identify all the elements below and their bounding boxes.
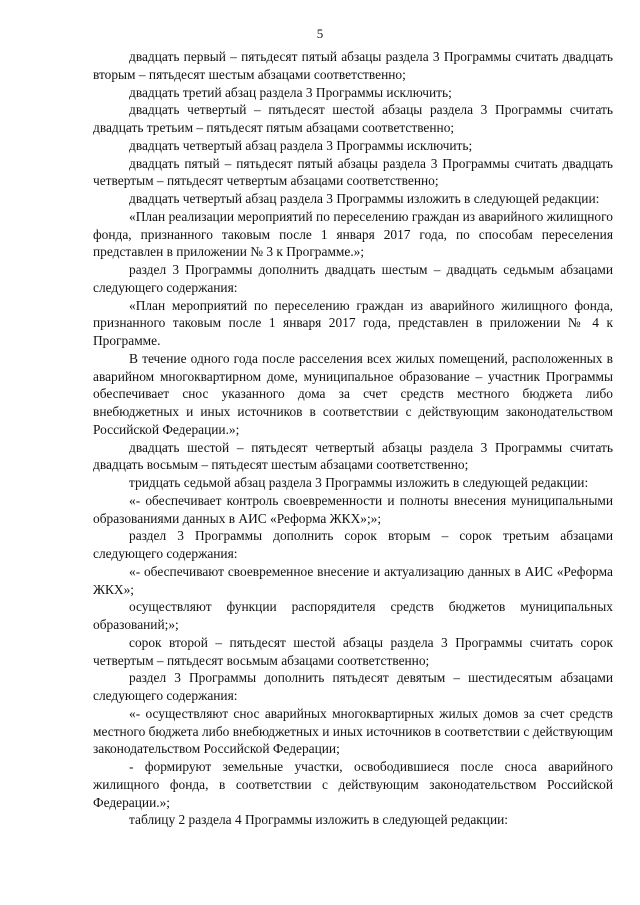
paragraph: раздел 3 Программы дополнить двадцать шестым – двадцать седьмым абзацами следующего содержания: [93,262,613,295]
document-body [93,48,613,829]
paragraph: сорок второй – пятьдесят шестой абзацы раздела 3 Программы считать сорок четвертым – пятьдесят восьмым абзацами соответственно; [93,634,613,668]
paragraph: тридцать седьмой абзац раздела 3 Программы изложить в следующей редакции: [129,475,589,490]
paragraph: осуществляют функции распорядителя средств бюджетов муниципальных образований;»; [93,599,613,632]
paragraph: раздел 3 Программы дополнить сорок вторым – сорок третьим абзацами следующего содержания: [93,528,613,561]
paragraph: «План мероприятий по переселению граждан из аварийного жилищного фонда, признанного таковым после 1 января 2017 года, представлен в приложении № 4 к Программе. [93,297,613,348]
paragraph: двадцать пятый – пятьдесят пятый абзацы раздела 3 Программы считать двадцать четвертым – пятьдесят четвертым абзацами соответственно; [93,155,613,189]
paragraph: - формируют земельные участки, освободившиеся после сноса аварийного жилищного фонда, в соответствии с действующим законодательством Российской Федерации.»; [93,759,613,810]
paragraph: двадцать четвертый абзац раздела 3 Программы изложить в следующей редакции: [129,191,600,206]
paragraph: таблицу 2 раздела 4 Программы изложить в следующей редакции: [129,812,508,828]
paragraph: В течение одного года после расселения всех жилых помещений, расположенных в аварийном многоквартирном доме, муниципальное образование – участник Программы обеспечивает снос указанного дома за счет средств местного бюджета либо внебюджетных и иных источников в соответствии с действующим законодательством Российской Федерации.»; [93,350,613,437]
paragraph: раздел 3 Программы дополнить пятьдесят девятым – шестидесятым абзацами следующего содержания: [93,670,613,703]
paragraph: двадцать первый – пятьдесят пятый абзацы раздела 3 Программы считать двадцать вторым – пятьдесят шестым абзацами соответственно; [93,49,613,82]
paragraph: двадцать третий абзац раздела 3 Программы исключить; [129,84,452,100]
paragraph: «- осуществляют снос аварийных многоквартирных жилых домов за счет средств местного бюджета либо внебюджетных и иных источников в соответствии с действующим законодательством Российской Федерации; [93,705,613,757]
paragraph: «- обеспечивают своевременное внесение и актуализацию данных в АИС «Реформа ЖКХ»; [93,563,613,597]
paragraph: двадцать шестой – пятьдесят четвертый абзацы раздела 3 Программы считать двадцать восьмым – пятьдесят шестым абзацами соответственно; [93,439,613,473]
paragraph: двадцать четвертый абзац раздела 3 Программы исключить; [129,137,473,153]
page-number: 5 [316,26,324,41]
paragraph: «План реализации мероприятий по переселению граждан из аварийного жилищного фонда, признанного таковым после 1 января 2017 года, по способам переселения представлен в приложении № 3 к Программе.»; [93,208,613,260]
paragraph: «- обеспечивает контроль своевременности и полноты внесения муниципальными образованиями данных в АИС «Реформа ЖКХ»;»; [93,492,613,526]
paragraph: двадцать четвертый – пятьдесят шестой абзацы раздела 3 Программы считать двадцать третьим – пятьдесят пятым абзацами соответственно; [93,102,613,135]
